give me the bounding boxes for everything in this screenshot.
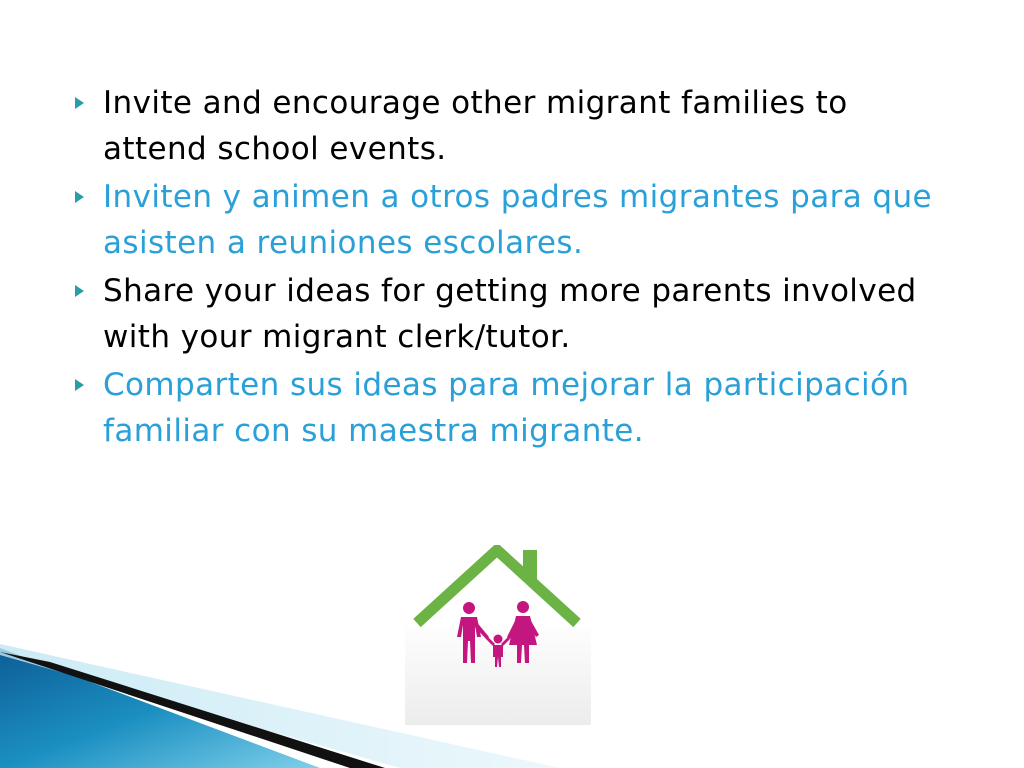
triangle-right-icon [75,191,84,203]
house-family-icon [405,545,595,725]
bullet-text: Comparten sus ideas para mejorar la participación familiar con su maestra migrante. [103,367,910,449]
roof [417,550,577,623]
bullet-item [75,362,935,454]
bullet-item [75,174,935,266]
triangle-right-icon [75,285,84,297]
bullet-text: Invite and encourage other migrant families to attend school events. [103,85,848,167]
bullet-text: Inviten y animen a otros padres migrantes para que asisten a reuniones escolares. [103,179,932,261]
bullet-text: Share your ideas for getting more parents involved with your migrant clerk/tutor. [103,273,917,355]
bullet-item [75,80,935,172]
bullet-item [75,268,935,360]
triangle-right-icon [75,379,84,391]
ribbon-black [0,652,385,768]
bullet-list [75,80,935,456]
triangle-right-icon [75,97,84,109]
ribbon-blue [0,648,320,768]
